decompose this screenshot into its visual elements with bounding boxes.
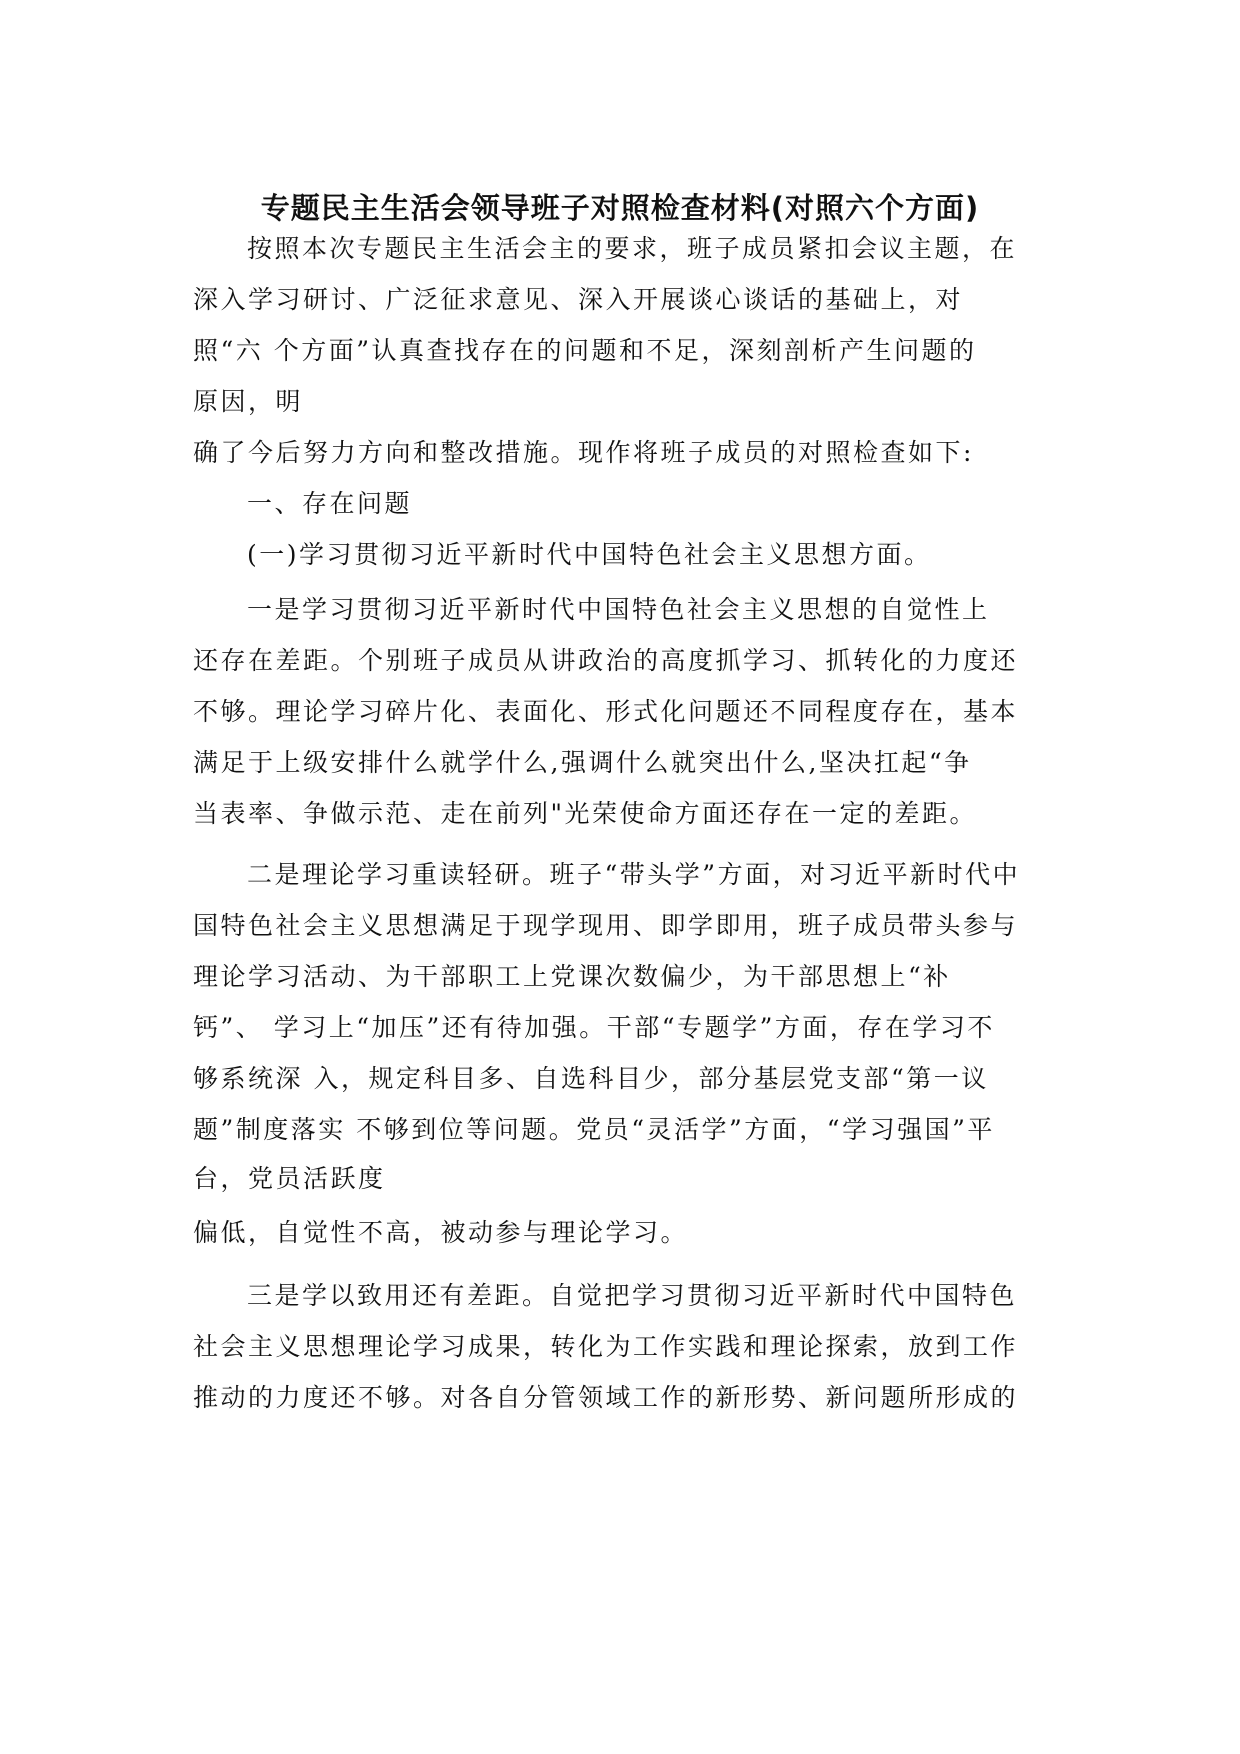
- paragraph-line: 推动的力度还不够。对各自分管领域工作的新形势、新问题所形成的: [193, 1383, 1019, 1412]
- paragraph-line: 照“六 个方面”认真查找存在的问题和不足，深刻剖析产生问题的: [193, 336, 977, 365]
- paragraph-line: 国特色社会主义思想满足于现学现用、即学即用，班子成员带头参与: [193, 911, 1019, 940]
- document-title: 专题民主生活会领导班子对照检查材料(对照六个方面): [260, 191, 980, 225]
- paragraph-line: 按照本次专题民主生活会主的要求，班子成员紧扣会议主题，在: [247, 234, 1018, 263]
- paragraph-line: 深入学习研讨、广泛征求意见、深入开展谈心谈话的基础上，对: [193, 285, 964, 314]
- paragraph-line: 台，党员活跃度: [193, 1164, 386, 1193]
- paragraph-line: 社会主义思想理论学习成果，转化为工作实践和理论探索，放到工作: [193, 1332, 1019, 1361]
- paragraph-line: 确了今后努力方向和整改措施。现作将班子成员的对照检查如下:: [193, 438, 974, 467]
- paragraph-line: 当表率、争做示范、走在前列"光荣使命方面还存在一定的差距。: [193, 799, 978, 828]
- paragraph-line: 够系统深 入，规定科目多、自选科目少，部分基层党支部“第一议: [193, 1064, 989, 1093]
- paragraph-line: 二是理论学习重读轻研。班子“带头学”方面，对习近平新时代中: [247, 860, 1021, 889]
- section-heading: 一、存在问题: [247, 489, 413, 518]
- paragraph-line: 一是学习贯彻习近平新时代中国特色社会主义思想的自觉性上: [247, 595, 990, 624]
- subsection-heading: (一)学习贯彻习近平新时代中国特色社会主义思想方面。: [247, 540, 932, 569]
- paragraph-line: 题”制度落实 不够到位等问题。党员“灵活学”方面，“学习强国”平: [193, 1115, 995, 1144]
- paragraph-line: 不够。理论学习碎片化、表面化、形式化问题还不同程度存在，基本: [193, 697, 1019, 726]
- paragraph-line: 理论学习活动、为干部职工上党课次数偏少，为干部思想上“补: [193, 962, 951, 991]
- paragraph-line: 满足于上级安排什么就学什么,强调什么就突出什么,坚决扛起“争: [193, 748, 972, 777]
- paragraph-line: 钙”、 学习上“加压”还有待加强。干部“专题学”方面，存在学习不: [193, 1013, 995, 1042]
- paragraph-line: 三是学以致用还有差距。自觉把学习贯彻习近平新时代中国特色: [247, 1281, 1018, 1310]
- paragraph-line: 原因，明: [193, 387, 304, 416]
- paragraph-line: 还存在差距。个别班子成员从讲政治的高度抓学习、抓转化的力度还: [193, 646, 1019, 675]
- paragraph-line: 偏低，自觉性不高，被动参与理论学习。: [193, 1218, 689, 1247]
